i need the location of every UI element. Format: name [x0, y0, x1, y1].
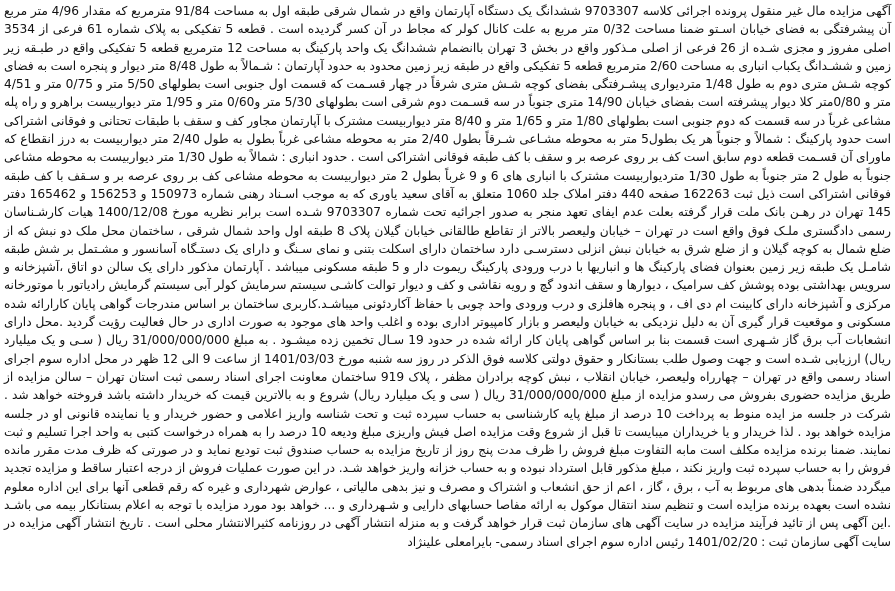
auction-notice-text: آگهی مزایده مال غیر منقول پرونده اجرائی کلاسه 9703307 ششدانگ یک دستگاه آپارتمان واقع در شمال شرقی طبقه اول به مساحت 91/84 مترمربع که مقدار 4/96 متر مربع آن پیشرفتگی به فضای خیابان اسـتو ضمنا مساحت 0/32 متر مربع به علت کانال کولر که مجاط در آن کسر گردیده است . قطعه 5 تفکیکی به پلاک شماره 61 فرعی از 3534 اصلی مفروز و مجزی شـده از 26 فرعی از اصلی مـذکور واقع در بخش 3 تهران باانضمام ششدانگ یک واحد پارکینگ به مساحت 12 مترمربع قطعه 5 تفکیکی واقع در طبـقه زیر زمین و ششـدانگ یکباب انباری به مساحت 2/60 مترمربع قطعه 5 تفکیکی واقع در طبقه زیر زمین محدود به حدود آپارتمان : شـمالاً به طول 8/48 متر دیوار و پنجره است به فضای کوچه شـش متری دوم به طول 1/48 متردیواری پیشـرفتگی بفضای کوچه شـش متری شرقاً در چهار قسـمت که قسمت اول جنوبی است بطولهای 5/50 متر و 0/75 متر و 4/51 متر و 0/80متر کلا دیوار پیشرفته است بفضای خیابان 14/90 متری جنوباً در سه قسـمت دوم شرقی است بطولهای 5/30 متر و0/60 متر و 1/95 متر دیواربیست براهرو و راه پله مشاعی غرباً در سه قسمت که دوم جنوبی است بطولهای 1/80 متر و 1/65 متر و 8/40 متر دیواربیست مشترک با آپارتمان مجاور کف و سقف با طبقات تحتانی و فوقانی اشتراکی است حدود پارکینگ : شمالاً و جنوباً هر یک بطول5 متر به محوطه مشـاعی شـرقاً بطول 2/40 متر به محوطه مشاعی غرباً بطول به طول 2/40 متر دیواربیست به درز انقطاع که ماورای آن قسـمت قطعه دوم سابق است کف بر روی عرصه بر و سقف با کف طبقه فوقانی اشتراکی است . حدود انباری : شمالاً به طول 1/30 متر دیواربیست به محوطه مشاعی جنوباً به طول 2 متر جنوباً به طول 1/30 متردیواربیست مشترک با انباری های 6 و 9 غرباً بطول 2 متر دیواربیست به محوطه مشاعی کف بر روی عرصه بر و سـقف با کف طبقه فوقانی اشتراکی است ذیل ثبت 162263 صفحه 440 دفتر املاک جلد 1060 متعلق به آقای سعید یاوری که به موجب اسـناد رهنی شماره 150973 و 156253 و 165462 دفتر 145 تهران در رهـن بانک ملت قرار گرفته بعلت عدم ایفای تعهد منجر به صدور اجرائیه تحت شماره 9703307 شـده است برابر نظریه مورخ 1400/12/08 هیات کارشـناسان رسمی دادگستری ملـک فوق واقع است در تهران – خیابان ولیعصر بالاتر از تقاطع طالقانی خیابان گیلان پلاک 8 طبقه اول واحد شمال شرقی ، ساختمان محل ملک دو نبش که از ضلع شمال به کوچه گیلان و از ضلع شرق به خیابان نبش انزلی دسترسـی دارد ساختمان دارای اسکلت بتنی و نمای سـنگ و دارای یک دستـگاه آسانسور و مشـتمل بر شش طبقه شامـل یک طبقه زیر زمین بعنوان فضای پارکینگ ها و انباریها با درب ورودی پارکینگ ریموت دار و 5 طبقه مسکونی میباشد . آپارتمان مذکور دارای یک سالن دو اتاق ،آشپزخانه و سرویس بهداشتی بوده پوشش کف سرامیک ، دیوارها و سقف اندود گچ و رویه نقاشی و کف و دیوار توالت کاشـی سیستم سرمایش کولر آبی سیستم گرمایش رادیاتور با موتورخانه مرکزی و آشپزخانه دارای کابینت ام دی اف ، و پنجره هافلزی و درب ورودی واحد چوبی با حفاظ آکاردئونی میباشـد.کاربری ساختمان بر اساس مندرجات گواهی پایان کارارائه شده مسکونی و موقعیت قرار گیری آن به دلیل نزدیکی به خیابان ولیعصر و بازار کامپیوتر اداری بوده و اغلب واحد های موجود به صورت اداری در حال فعالیت رؤیت گردید .محل دارای انشعابات آب برق گاز شـهری است قسمت بنا بر اساس گواهی پایان کار ارائه شده در حدود 19 سـال تخمین زده میشـود . به مبلغ 31/000/000/000 ریال ( سـی و یک میلیارد ریال) ارزیابی شـده است و جهت وصول طلب بستانکار و حقوق دولتی کلاسه فوق الذکر در روز سه شنبه مورخ 1401/03/03 از ساعت 9 الی 12 ظهر در محل اداره سوم اجرای اسناد رسمی واقع در تهران – چهارراه ولیعصر، خیابان انقلاب ، نبش کوچه برادران مظفر ، پلاک 919 ساختمان معاونت اجرای اسناد رسمی ثبت استان تهران – سالن مزایده از طریق مزایده حضوری بفروش می رسدو مزایده از مبلغ 31/000/000/000 ریال ( سی و یک میلیارد ریال) شروع و به بالاترین قیمت که خریدار داشته باشد فروخته خواهد شد . شرکت در جلسه مز ایده منوط به پرداخت 10 درصد از مبلغ پایه کارشناسی به حساب سپرده ثبت و تحت شناسه واریز اعلامی و حضور خریدار و یا نماینده قانونی او در جلسه مزایده خواهد بود . لذا خریدار و یا خریداران میبایست تا قبل از شروع وقت مزایده اصل فیش واریزی مبلغ ودیعه 10 درصد را به همراه درخواست کتبی به واحد اجرا تسلیم و ثبت نمایند. ضمنا برنده مزایده مکلف است مابه التفاوت مبلغ فروش را ظرف مدت پنج روز از تاریخ مزایده به حساب صندوق ثبت تودیع نماید و در صورتی که ظرف مدت مقرر مانده فروش را به حساب سپرده ثبت واریز نکند ، مبلغ مذکور قابل استرداد نبوده و به حساب خزانه واریز خواهد شـد. در این صورت عملیات فروش از درجه اعتبار ساقط و مزایده تجدید میگردد ضمناً بدهی های مربوط به آب ، برق ، گاز ، اعم از حق انشعاب و اشتراک و مصرف و نیز بدهی مالیاتی ، عوارض شهرداری و غیره که رقم قطعی آنها برای این اداره معلوم نشده است بعهده برنده مزایده است و تنظیم سند انتقال موکول به ارائه مفاصا حسابهای دارایی و شـهرداری و ... خواهد بود مورد مزایده با توجه به اعلام بستانکار بیمه می باشـد .این آگهی پس از تائید فرآیند مزایده در سایت آگهی های سازمان ثبت قرار خواهد گرفت و به منزله انتشار آگهی در روزنامه کثیرالانتشار محلی است . تاریخ انتشار آگهی مزایده در سایت آگهی سازمان ثبت : 1401/02/20 رئیس اداره سوم اجرای اسناد رسمی- بایرامعلی علینژاد	[4, 4, 892, 549]
